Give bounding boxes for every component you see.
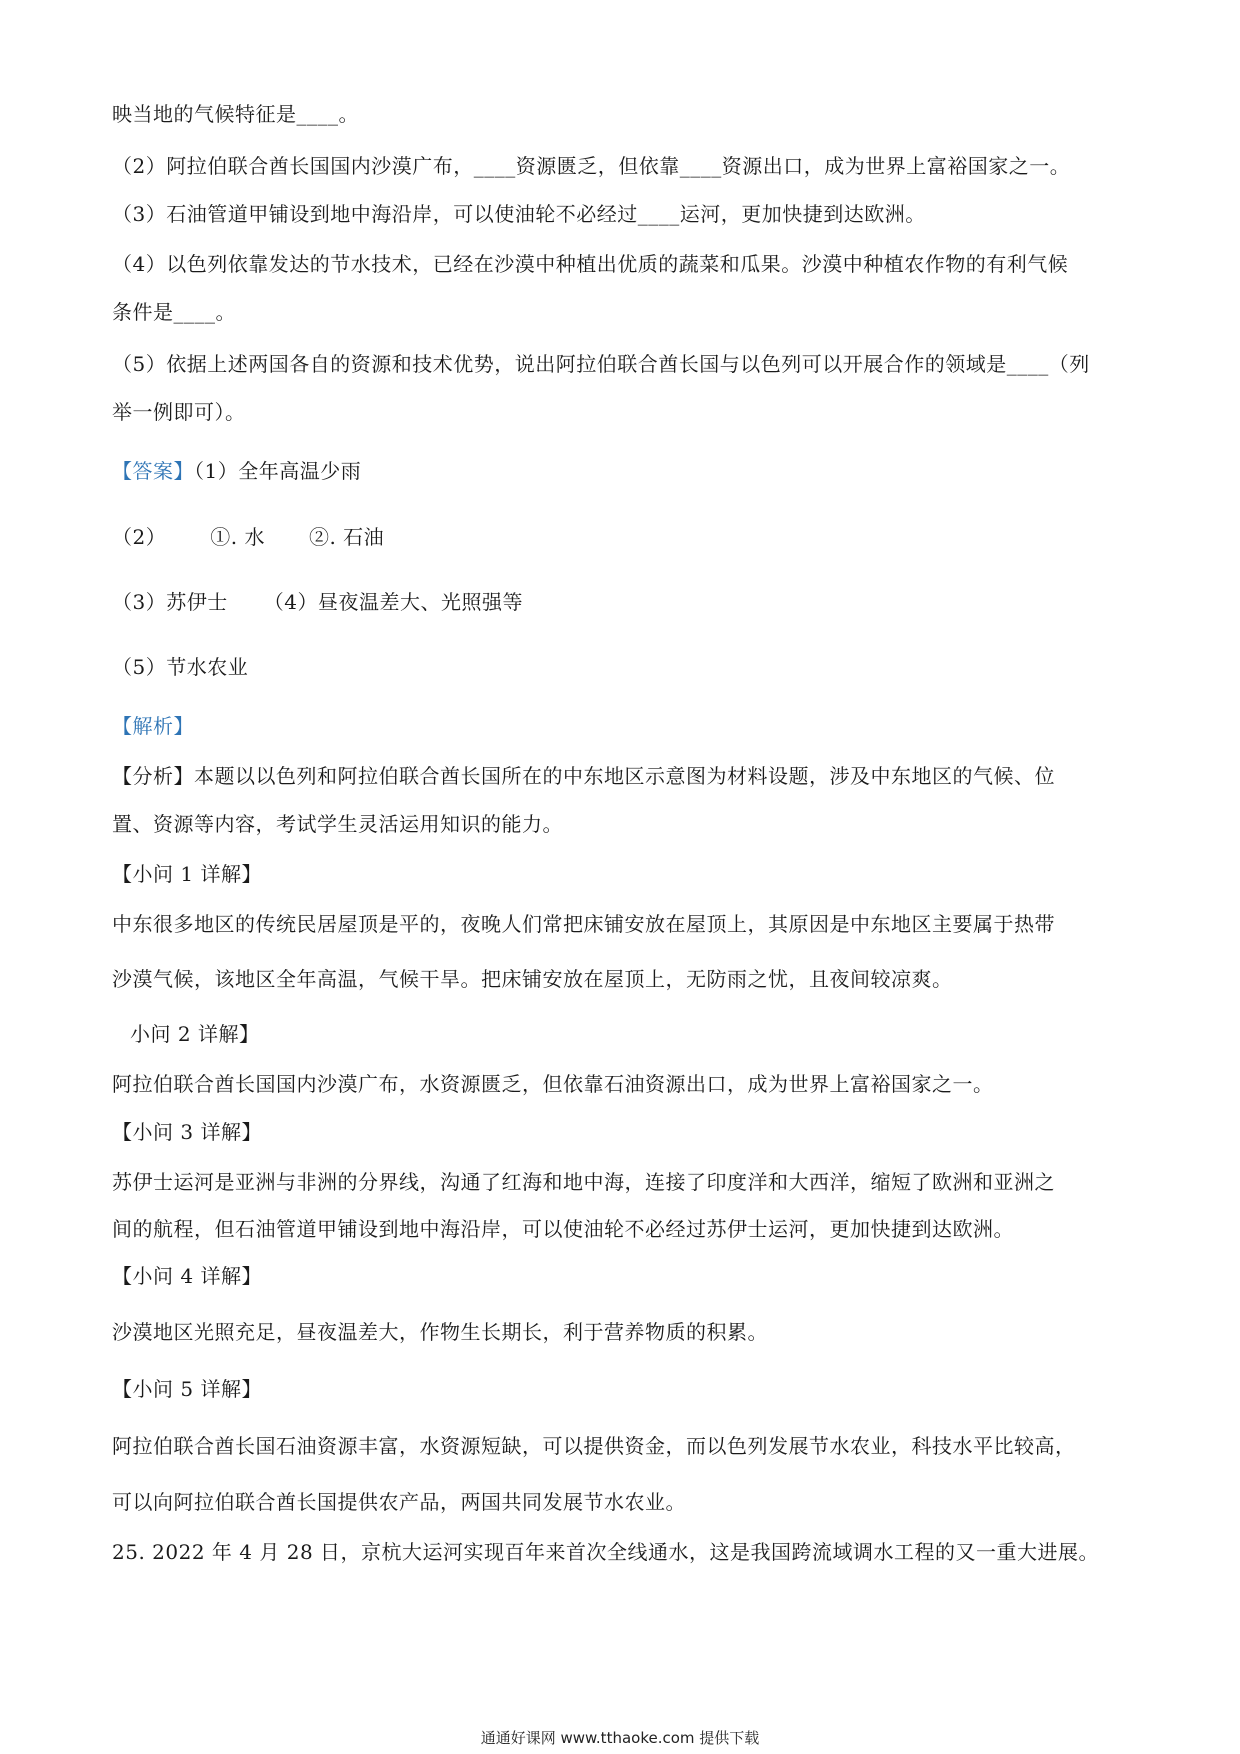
subquestion-4-detail: 沙漠地区光照充足，昼夜温差大，作物生长期长，利于营养物质的积累。 [112,1320,768,1344]
answer-line-3 [112,588,523,616]
question-4-line-2: 条件是____。 [112,300,236,324]
subquestion-5-detail-line-1: 阿拉伯联合酋长国石油资源丰富，水资源短缺，可以提供资金，而以色列发展节水农业，科技水平比较高， [112,1434,1076,1458]
page-footer: 通通好课网 www.tthaoke.com 提供下载 [480,1729,760,1747]
analysis-intro-line-1: 【分析】本题以以色列和阿拉伯联合酋长国所在的中东地区示意图为材料设题，涉及中东地区的气候、位 [112,764,1055,788]
question-25-stem: 25. 2022 年 4 月 28 日，京杭大运河实现百年来首次全线通水，这是我国跨流域调水工程的又一重大进展。 [112,1540,1100,1564]
question-3: （3）石油管道甲铺设到地中海沿岸，可以使油轮不必经过____运河，更加快捷到达欧洲。 [112,202,926,226]
subquestion-3-detail-line-2: 间的航程，但石油管道甲铺设到地中海沿岸，可以使油轮不必经过苏伊士运河，更加快捷到达欧洲。 [112,1217,1014,1241]
subquestion-2-heading: 小问 2 详解】 [130,1022,260,1046]
answer-3: （3）苏伊士 [112,590,228,614]
analysis-tag: 【解析】 [112,714,194,738]
answer-2-blank-1: ①. 水 [210,525,265,549]
question-1-tail: 映当地的气候特征是____。 [112,102,359,126]
answer-line-2 [112,523,384,551]
question-5-line-1: （5）依据上述两国各自的资源和技术优势，说出阿拉伯联合酋长国与以色列可以开展合作的领域是____（列 [112,352,1090,376]
analysis-intro-line-2: 置、资源等内容，考试学生灵活运用知识的能力。 [112,812,563,836]
subquestion-2-detail: 阿拉伯联合酋长国国内沙漠广布，水资源匮乏，但依靠石油资源出口，成为世界上富裕国家之一。 [112,1072,994,1096]
answer-2-blank-2: ②. 石油 [308,525,385,549]
answer-4: （4）昼夜温差大、光照强等 [263,590,523,614]
subquestion-5-heading: 【小问 5 详解】 [112,1377,262,1401]
answer-5: （5）节水农业 [112,655,249,679]
subquestion-4-heading: 【小问 4 详解】 [112,1264,262,1288]
subquestion-1-detail-line-1: 中东很多地区的传统民居屋顶是平的，夜晚人们常把床铺安放在屋顶上，其原因是中东地区主要属于热带 [112,912,1055,936]
answer-tag: 【答案】 [112,459,194,483]
subquestion-3-heading: 【小问 3 详解】 [112,1120,262,1144]
subquestion-3-detail-line-1: 苏伊士运河是亚洲与非洲的分界线，沟通了红海和地中海，连接了印度洋和大西洋，缩短了欧洲和亚洲之 [112,1170,1055,1194]
answer-line-1 [112,457,361,485]
answer-1: （1）全年高温少雨 [194,459,362,483]
question-5-line-2: 举一例即可）。 [112,400,246,424]
answer-2-number: （2） [112,525,167,549]
question-4-line-1: （4）以色列依靠发达的节水技术，已经在沙漠中种植出优质的蔬菜和瓜果。沙漠中种植农作物的有利气候 [112,252,1069,276]
subquestion-1-heading: 【小问 1 详解】 [112,862,262,886]
question-2: （2）阿拉伯联合酋长国国内沙漠广布，____资源匮乏，但依靠____资源出口，成为世界上富裕国家之一。 [112,154,1071,178]
subquestion-1-detail-line-2: 沙漠气候，该地区全年高温，气候干旱。把床铺安放在屋顶上，无防雨之忧，且夜间较凉爽。 [112,967,953,991]
subquestion-5-detail-line-2: 可以向阿拉伯联合酋长国提供农产品，两国共同发展节水农业。 [112,1490,686,1514]
